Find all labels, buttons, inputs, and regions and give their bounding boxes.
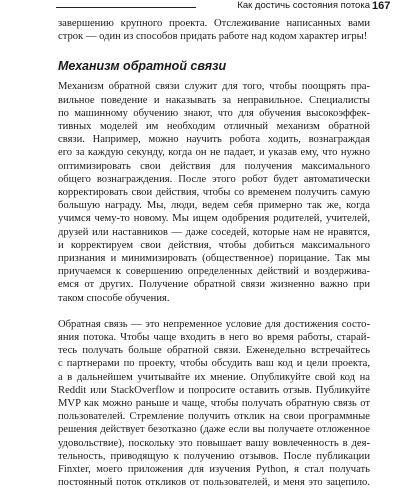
running-header (0, 0, 420, 14)
text-line: вильное поведение и наказывать за неправильное. Специалисты (58, 94, 370, 106)
text-line: тесь получать больше обратной связи. Еженедельно встречайтесь (58, 345, 370, 357)
text-line: корректировать свои действия, чтобы со временем получить самую (58, 187, 370, 199)
text-line: его за каждую секунду, когда он не падает, и указав ему, что нужно (58, 147, 370, 159)
text-line: связи. Например, можно научить робота ходить, вознаграждая (58, 134, 370, 146)
text-line: и корректируем свои действия, чтобы добиться максимального (58, 239, 370, 251)
text-line: учимся чему-то новому. Мы ищем одобрения родителей, учителей, (58, 213, 370, 225)
text-line: Обратная связь — это непременное условие для достижения состо- (58, 318, 370, 330)
text-line: решения действует безотказно (даже если вы получаете отложенное (58, 424, 370, 436)
text-line: Finxter, моего приложения для изучения Python, я стал получать (58, 464, 370, 476)
section-heading: Механизм обратной связи (58, 59, 227, 74)
text-line: по машинному обучению знают, что для обучения высокоэффек- (58, 107, 370, 119)
text-line: емся от других. Получение обратной связи жизненно важно при (58, 279, 370, 291)
text-line: друзей или наставников — даже соседей, которые нам не нравятся, (58, 226, 370, 238)
text-line: признания и минимизировать (общественное) порицание. Так мы (58, 253, 370, 265)
page-number: 167 (372, 0, 391, 12)
intro-paragraph (58, 17, 370, 43)
text-line: пользователей. Стремление получить отклик на свои программные (58, 411, 370, 423)
text-line: яния потока. Чтобы чаще входить в него во время работы, старай- (58, 332, 370, 344)
text-line: завершению крупного проекта. Отслеживание написанных вами (58, 18, 370, 29)
text-line: приучаемся к совершению определенных действий и воздержива- (58, 266, 370, 278)
text-line: большую награду. Мы, люди, ведем себя примерно так же, когда (58, 200, 370, 212)
feedback-paragraph-2 (58, 318, 370, 490)
text-line: MVP как можно раньше и чаще, чтобы получать обратную связь от (58, 398, 370, 410)
text-line: общего вознаграждения. После этого робот будет автоматически (58, 173, 370, 185)
text-line: Reddit или StackOverflow и попросите оставить отзыв. Публикуйте (58, 384, 370, 396)
text-line: удовольствие), поскольку это повышает вашу вовлеченность в дея- (58, 437, 370, 449)
text-line: а в дальнейшем учитывайте их мнение. Опубликуйте свой код на (58, 371, 370, 383)
text-line: тельность, приводящую к получению отзывов. После публикации (58, 450, 370, 462)
feedback-paragraph-1 (58, 80, 370, 304)
page-body (58, 17, 370, 490)
text-line: оптимизировать свои действия для получения максимального (58, 160, 370, 172)
text-line: постоянный поток откликов от пользователей, и меня это зацепило. (58, 477, 370, 489)
text-line: таком способе обучения. (58, 292, 170, 304)
text-line: тивных моделей им необходим отличный механизм обратной (58, 121, 370, 133)
paragraph-gap (58, 305, 370, 318)
text-line: Механизм обратной связи служит для того, чтобы поощрять пра- (58, 81, 370, 93)
text-line: с партнерами по проекту, чтобы обсудить ваш код и цели проекта, (58, 358, 370, 370)
text-line: строк — один из способов придать работе над кодом характер игры! (58, 31, 368, 43)
chapter-title: Как достичь состояния потока (196, 0, 370, 12)
